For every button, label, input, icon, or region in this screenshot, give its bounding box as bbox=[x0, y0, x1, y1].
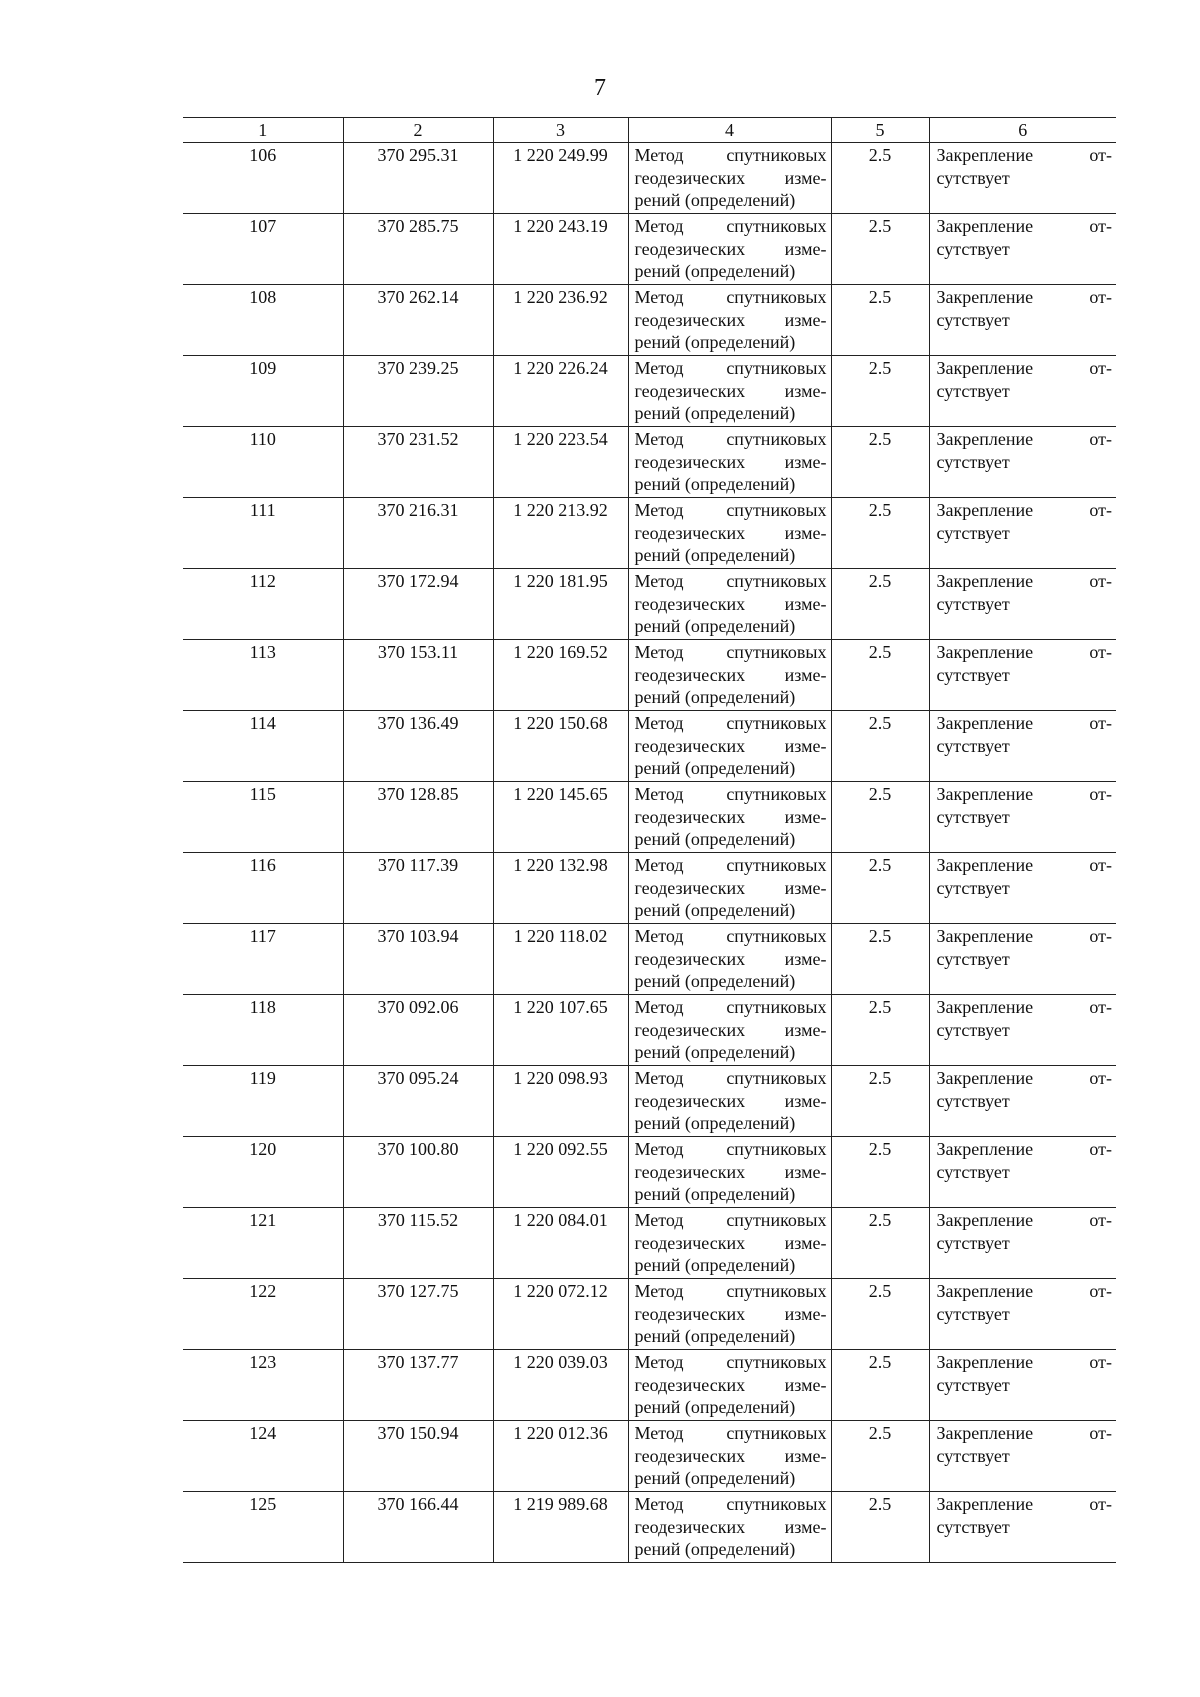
point-number-cell: 108 bbox=[183, 285, 343, 356]
accuracy-cell: 2.5 bbox=[831, 143, 929, 214]
accuracy-cell: 2.5 bbox=[831, 640, 929, 711]
point-number-cell: 117 bbox=[183, 924, 343, 995]
point-number-cell: 125 bbox=[183, 1492, 343, 1563]
table-header-row bbox=[183, 118, 1116, 143]
description-cell: Закрепление от-сутствует bbox=[929, 995, 1116, 1066]
y-coordinate-cell: 1 220 236.92 bbox=[493, 285, 628, 356]
y-coordinate-cell: 1 219 989.68 bbox=[493, 1492, 628, 1563]
point-number-cell: 113 bbox=[183, 640, 343, 711]
table-row bbox=[183, 853, 1116, 924]
x-coordinate-cell: 370 136.49 bbox=[343, 711, 493, 782]
table-row bbox=[183, 498, 1116, 569]
y-coordinate-cell: 1 220 150.68 bbox=[493, 711, 628, 782]
method-cell: Метод спутниковых геодезических изме-рений (определений) bbox=[628, 1279, 831, 1350]
column-header-3: 3 bbox=[493, 118, 628, 143]
method-cell: Метод спутниковых геодезических изме-рений (определений) bbox=[628, 640, 831, 711]
y-coordinate-cell: 1 220 169.52 bbox=[493, 640, 628, 711]
accuracy-cell: 2.5 bbox=[831, 427, 929, 498]
point-number-cell: 123 bbox=[183, 1350, 343, 1421]
x-coordinate-cell: 370 295.31 bbox=[343, 143, 493, 214]
x-coordinate-cell: 370 262.14 bbox=[343, 285, 493, 356]
point-number-cell: 121 bbox=[183, 1208, 343, 1279]
y-coordinate-cell: 1 220 249.99 bbox=[493, 143, 628, 214]
x-coordinate-cell: 370 127.75 bbox=[343, 1279, 493, 1350]
accuracy-cell: 2.5 bbox=[831, 853, 929, 924]
description-cell: Закрепление от-сутствует bbox=[929, 498, 1116, 569]
table-row bbox=[183, 995, 1116, 1066]
description-cell: Закрепление от-сутствует bbox=[929, 1492, 1116, 1563]
y-coordinate-cell: 1 220 098.93 bbox=[493, 1066, 628, 1137]
method-cell: Метод спутниковых геодезических изме-рений (определений) bbox=[628, 924, 831, 995]
description-cell: Закрепление от-сутствует bbox=[929, 356, 1116, 427]
y-coordinate-cell: 1 220 012.36 bbox=[493, 1421, 628, 1492]
table-row bbox=[183, 356, 1116, 427]
x-coordinate-cell: 370 216.31 bbox=[343, 498, 493, 569]
y-coordinate-cell: 1 220 181.95 bbox=[493, 569, 628, 640]
method-cell: Метод спутниковых геодезических изме-рений (определений) bbox=[628, 995, 831, 1066]
y-coordinate-cell: 1 220 213.92 bbox=[493, 498, 628, 569]
x-coordinate-cell: 370 137.77 bbox=[343, 1350, 493, 1421]
y-coordinate-cell: 1 220 145.65 bbox=[493, 782, 628, 853]
accuracy-cell: 2.5 bbox=[831, 1066, 929, 1137]
accuracy-cell: 2.5 bbox=[831, 924, 929, 995]
table-row bbox=[183, 1279, 1116, 1350]
x-coordinate-cell: 370 092.06 bbox=[343, 995, 493, 1066]
method-cell: Метод спутниковых геодезических изме-рений (определений) bbox=[628, 711, 831, 782]
accuracy-cell: 2.5 bbox=[831, 782, 929, 853]
accuracy-cell: 2.5 bbox=[831, 498, 929, 569]
accuracy-cell: 2.5 bbox=[831, 1137, 929, 1208]
method-cell: Метод спутниковых геодезических изме-рений (определений) bbox=[628, 1137, 831, 1208]
accuracy-cell: 2.5 bbox=[831, 995, 929, 1066]
x-coordinate-cell: 370 285.75 bbox=[343, 214, 493, 285]
x-coordinate-cell: 370 153.11 bbox=[343, 640, 493, 711]
table-row bbox=[183, 1421, 1116, 1492]
point-number-cell: 115 bbox=[183, 782, 343, 853]
point-number-cell: 107 bbox=[183, 214, 343, 285]
method-cell: Метод спутниковых геодезических изме-рений (определений) bbox=[628, 1421, 831, 1492]
table-row bbox=[183, 782, 1116, 853]
y-coordinate-cell: 1 220 039.03 bbox=[493, 1350, 628, 1421]
point-number-cell: 116 bbox=[183, 853, 343, 924]
table-row bbox=[183, 640, 1116, 711]
method-cell: Метод спутниковых геодезических изме-рений (определений) bbox=[628, 569, 831, 640]
y-coordinate-cell: 1 220 223.54 bbox=[493, 427, 628, 498]
method-cell: Метод спутниковых геодезических изме-рений (определений) bbox=[628, 782, 831, 853]
column-header-1: 1 bbox=[183, 118, 343, 143]
method-cell: Метод спутниковых геодезических изме-рений (определений) bbox=[628, 285, 831, 356]
y-coordinate-cell: 1 220 118.02 bbox=[493, 924, 628, 995]
description-cell: Закрепление от-сутствует bbox=[929, 143, 1116, 214]
accuracy-cell: 2.5 bbox=[831, 356, 929, 427]
y-coordinate-cell: 1 220 226.24 bbox=[493, 356, 628, 427]
x-coordinate-cell: 370 103.94 bbox=[343, 924, 493, 995]
method-cell: Метод спутниковых геодезических изме-рений (определений) bbox=[628, 356, 831, 427]
accuracy-cell: 2.5 bbox=[831, 214, 929, 285]
column-header-2: 2 bbox=[343, 118, 493, 143]
description-cell: Закрепление от-сутствует bbox=[929, 214, 1116, 285]
description-cell: Закрепление от-сутствует bbox=[929, 1137, 1116, 1208]
table-row bbox=[183, 1350, 1116, 1421]
description-cell: Закрепление от-сутствует bbox=[929, 427, 1116, 498]
x-coordinate-cell: 370 231.52 bbox=[343, 427, 493, 498]
description-cell: Закрепление от-сутствует bbox=[929, 853, 1116, 924]
accuracy-cell: 2.5 bbox=[831, 1350, 929, 1421]
point-number-cell: 114 bbox=[183, 711, 343, 782]
x-coordinate-cell: 370 172.94 bbox=[343, 569, 493, 640]
y-coordinate-cell: 1 220 107.65 bbox=[493, 995, 628, 1066]
point-number-cell: 111 bbox=[183, 498, 343, 569]
x-coordinate-cell: 370 100.80 bbox=[343, 1137, 493, 1208]
y-coordinate-cell: 1 220 243.19 bbox=[493, 214, 628, 285]
coordinates-table bbox=[183, 117, 1116, 1563]
point-number-cell: 119 bbox=[183, 1066, 343, 1137]
x-coordinate-cell: 370 128.85 bbox=[343, 782, 493, 853]
method-cell: Метод спутниковых геодезических изме-рений (определений) bbox=[628, 143, 831, 214]
column-header-4: 4 bbox=[628, 118, 831, 143]
table-row bbox=[183, 143, 1116, 214]
table-row bbox=[183, 569, 1116, 640]
y-coordinate-cell: 1 220 132.98 bbox=[493, 853, 628, 924]
description-cell: Закрепление от-сутствует bbox=[929, 640, 1116, 711]
description-cell: Закрепление от-сутствует bbox=[929, 924, 1116, 995]
x-coordinate-cell: 370 239.25 bbox=[343, 356, 493, 427]
accuracy-cell: 2.5 bbox=[831, 1208, 929, 1279]
accuracy-cell: 2.5 bbox=[831, 285, 929, 356]
description-cell: Закрепление от-сутствует bbox=[929, 711, 1116, 782]
point-number-cell: 120 bbox=[183, 1137, 343, 1208]
description-cell: Закрепление от-сутствует bbox=[929, 1208, 1116, 1279]
description-cell: Закрепление от-сутствует bbox=[929, 782, 1116, 853]
table-row bbox=[183, 1492, 1116, 1563]
point-number-cell: 106 bbox=[183, 143, 343, 214]
y-coordinate-cell: 1 220 072.12 bbox=[493, 1279, 628, 1350]
table-row bbox=[183, 285, 1116, 356]
x-coordinate-cell: 370 117.39 bbox=[343, 853, 493, 924]
column-header-6: 6 bbox=[929, 118, 1116, 143]
point-number-cell: 122 bbox=[183, 1279, 343, 1350]
accuracy-cell: 2.5 bbox=[831, 1421, 929, 1492]
accuracy-cell: 2.5 bbox=[831, 569, 929, 640]
x-coordinate-cell: 370 166.44 bbox=[343, 1492, 493, 1563]
description-cell: Закрепление от-сутствует bbox=[929, 285, 1116, 356]
x-coordinate-cell: 370 150.94 bbox=[343, 1421, 493, 1492]
point-number-cell: 112 bbox=[183, 569, 343, 640]
description-cell: Закрепление от-сутствует bbox=[929, 1350, 1116, 1421]
table-row bbox=[183, 1137, 1116, 1208]
method-cell: Метод спутниковых геодезических изме-рений (определений) bbox=[628, 498, 831, 569]
point-number-cell: 110 bbox=[183, 427, 343, 498]
method-cell: Метод спутниковых геодезических изме-рений (определений) bbox=[628, 1492, 831, 1563]
method-cell: Метод спутниковых геодезических изме-рений (определений) bbox=[628, 1066, 831, 1137]
method-cell: Метод спутниковых геодезических изме-рений (определений) bbox=[628, 427, 831, 498]
method-cell: Метод спутниковых геодезических изме-рений (определений) bbox=[628, 1350, 831, 1421]
accuracy-cell: 2.5 bbox=[831, 1279, 929, 1350]
description-cell: Закрепление от-сутствует bbox=[929, 1279, 1116, 1350]
description-cell: Закрепление от-сутствует bbox=[929, 569, 1116, 640]
method-cell: Метод спутниковых геодезических изме-рений (определений) bbox=[628, 1208, 831, 1279]
y-coordinate-cell: 1 220 084.01 bbox=[493, 1208, 628, 1279]
table-row bbox=[183, 427, 1116, 498]
table-row bbox=[183, 214, 1116, 285]
point-number-cell: 118 bbox=[183, 995, 343, 1066]
point-number-cell: 124 bbox=[183, 1421, 343, 1492]
y-coordinate-cell: 1 220 092.55 bbox=[493, 1137, 628, 1208]
x-coordinate-cell: 370 095.24 bbox=[343, 1066, 493, 1137]
method-cell: Метод спутниковых геодезических изме-рений (определений) bbox=[628, 853, 831, 924]
table-body bbox=[183, 143, 1116, 1563]
method-cell: Метод спутниковых геодезических изме-рений (определений) bbox=[628, 214, 831, 285]
table-row bbox=[183, 1066, 1116, 1137]
description-cell: Закрепление от-сутствует bbox=[929, 1066, 1116, 1137]
accuracy-cell: 2.5 bbox=[831, 1492, 929, 1563]
page-number: 7 bbox=[594, 75, 606, 101]
accuracy-cell: 2.5 bbox=[831, 711, 929, 782]
column-header-5: 5 bbox=[831, 118, 929, 143]
table-row bbox=[183, 924, 1116, 995]
point-number-cell: 109 bbox=[183, 356, 343, 427]
description-cell: Закрепление от-сутствует bbox=[929, 1421, 1116, 1492]
x-coordinate-cell: 370 115.52 bbox=[343, 1208, 493, 1279]
table-row bbox=[183, 1208, 1116, 1279]
table-row bbox=[183, 711, 1116, 782]
